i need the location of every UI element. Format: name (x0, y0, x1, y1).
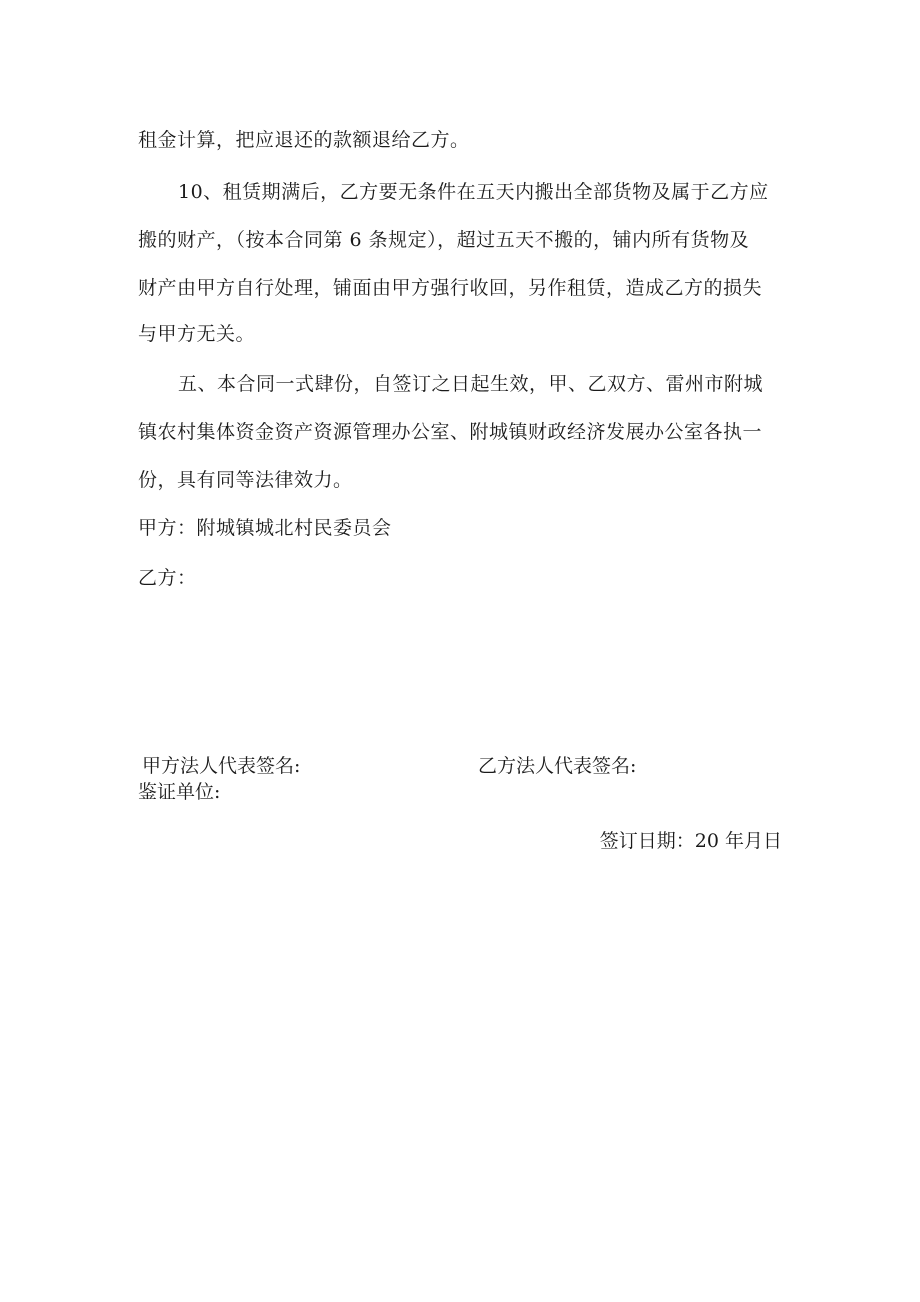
paragraph-line: 搬的财产，（按本合同第 6 条规定），超过五天不搬的，铺内所有货物及 (138, 229, 750, 251)
party-a: 甲方：附城镇城北村民委员会 (138, 517, 392, 539)
paragraph-line: 与甲方无关。 (138, 323, 256, 345)
party-b: 乙方： (138, 567, 197, 589)
paragraph-line: 财产由甲方自行处理，铺面由甲方强行收回，另作租赁，造成乙方的损失 (138, 277, 763, 299)
paragraph-line: 五、本合同一式肆份，自签订之日起生效，甲、乙双方、雷州市附城 (178, 373, 764, 395)
party-a-signature-label: 甲方法人代表签名: (142, 755, 301, 777)
paragraph-line: 租金计算，把应退还的款额退给乙方。 (138, 129, 470, 151)
paragraph-line: 镇农村集体资金资产资源管理办公室、附城镇财政经济发展办公室各执一 (138, 421, 763, 443)
paragraph-line: 10、租赁期满后，乙方要无条件在五天内搬出全部货物及属于乙方应 (178, 181, 769, 203)
signing-date: 签订日期：20 年月日 (599, 830, 782, 852)
party-b-signature-label: 乙方法人代表签名: (478, 755, 637, 777)
witness-label: 鉴证单位: (138, 781, 221, 803)
paragraph-line: 份，具有同等法律效力。 (138, 469, 353, 491)
